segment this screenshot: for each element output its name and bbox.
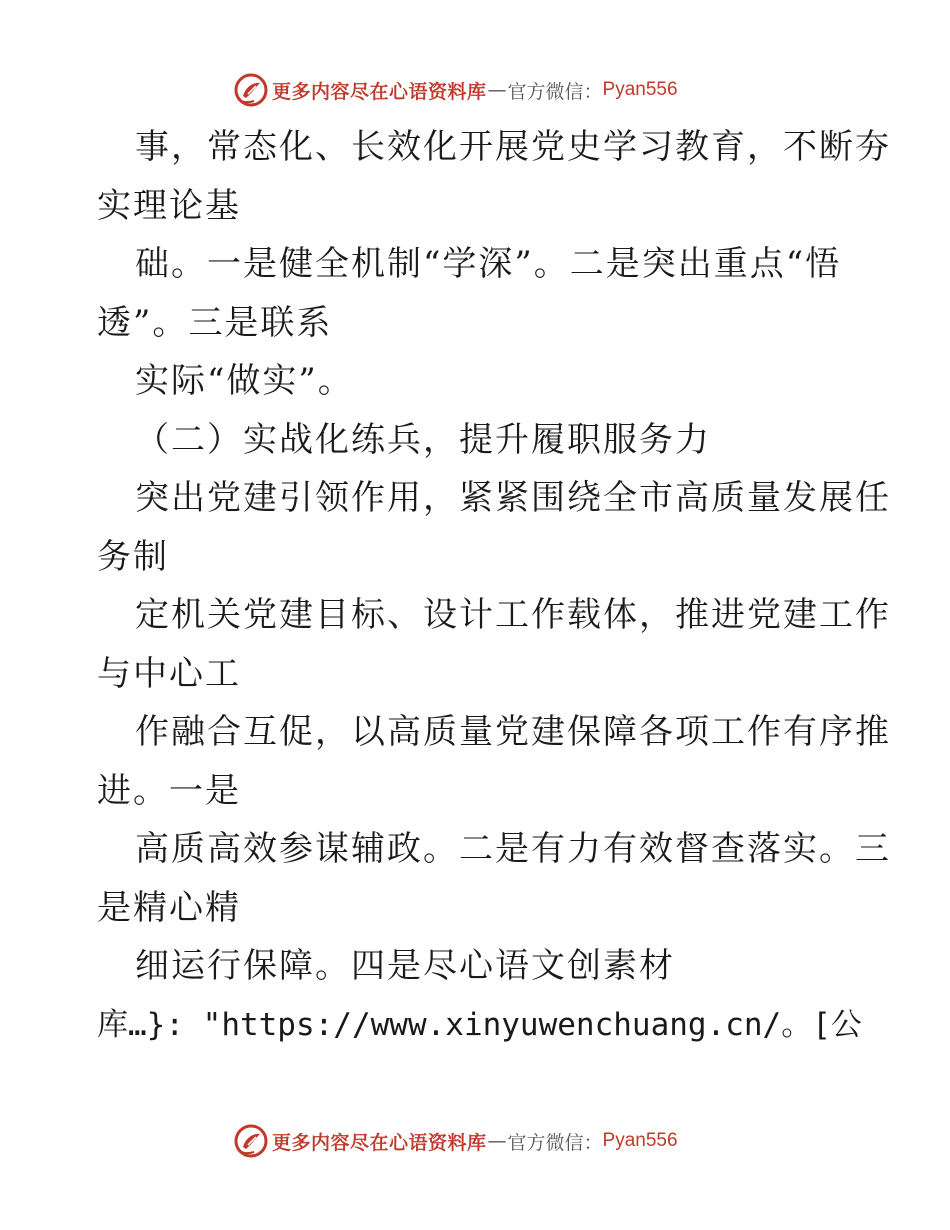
brand-logo-icon bbox=[234, 1124, 268, 1158]
text-line: 细运行保障。四是尽心语文创素材 bbox=[135, 946, 675, 986]
text-line: 务制 bbox=[97, 536, 169, 577]
header-watermark bbox=[234, 72, 678, 108]
document-body bbox=[97, 118, 891, 1054]
text-line: 作融合互促，以高质量党建保障各项工作有序推 bbox=[135, 712, 891, 752]
text-line: 实理论基 bbox=[97, 185, 241, 226]
watermark-brand: 更多内容尽在心语资料库 bbox=[272, 1131, 487, 1154]
watermark-separator: — bbox=[487, 79, 507, 101]
text-line: 础。一是健全机制“学深”。二是突出重点“悟 bbox=[135, 244, 842, 284]
watermark-label: 官方微信： bbox=[507, 80, 603, 103]
text-line: 透”。三是联系 bbox=[97, 302, 333, 343]
watermark-brand: 更多内容尽在心语资料库 bbox=[272, 80, 487, 103]
text-line: 突出党建引领作用，紧紧围绕全市高质量发展任 bbox=[135, 478, 891, 518]
text-line: 与中心工 bbox=[97, 653, 241, 694]
section-heading: （二）实战化练兵，提升履职服务力 bbox=[135, 419, 711, 460]
watermark-separator: — bbox=[487, 1130, 507, 1152]
watermark-account: Pyan556 bbox=[602, 79, 678, 100]
text-line: 实际“做实”。 bbox=[135, 361, 354, 401]
text-line: 事，常态化、长效化开展党史学习教育，不断夯 bbox=[135, 127, 891, 167]
watermark-account: Pyan556 bbox=[602, 1130, 678, 1151]
text-line: 进。一是 bbox=[97, 770, 241, 811]
text-line: 是精心精 bbox=[97, 887, 241, 928]
text-line: 定机关党建目标、设计工作载体，推进党建工作 bbox=[135, 595, 891, 635]
brand-logo-icon bbox=[234, 73, 268, 107]
footer-watermark bbox=[234, 1123, 678, 1159]
text-line: 高质高效参谋辅政。二是有力有效督查落实。三 bbox=[135, 829, 891, 869]
url-line[interactable]: 库…}: "https://www.xinyuwenchuang.cn/。[公 bbox=[97, 1006, 862, 1043]
watermark-label: 官方微信： bbox=[507, 1131, 603, 1154]
